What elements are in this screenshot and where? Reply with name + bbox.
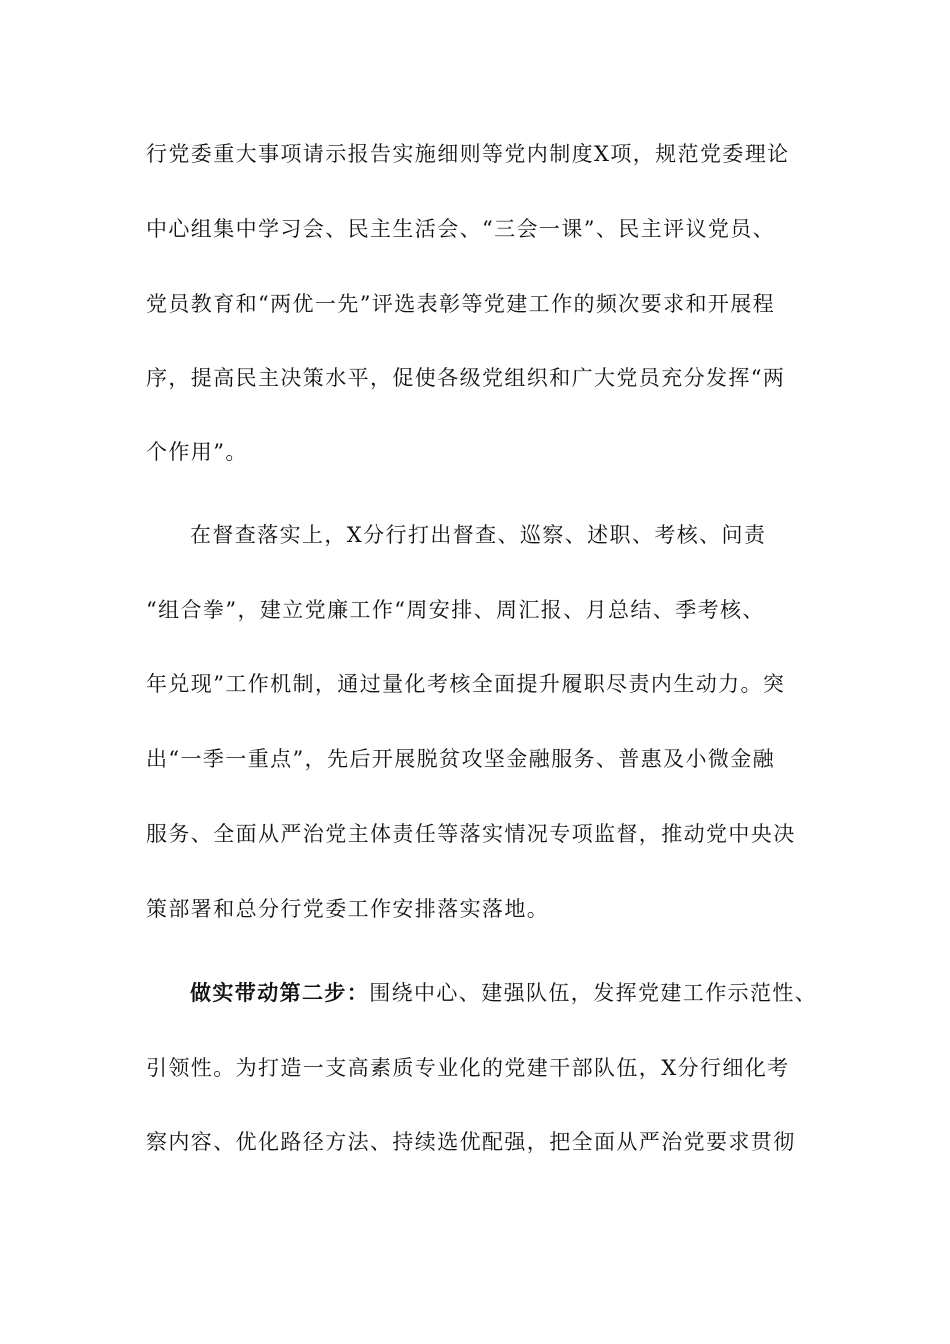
- text-line: 中心组集中学习会、民主生活会、“三会一课”、民主评议党员、: [146, 217, 776, 241]
- text-line: [190, 979, 850, 1007]
- text-line: 个作用”。: [146, 440, 248, 464]
- text-line: 引领性。为打造一支高素质专业化的党建干部队伍，X分行细化考: [146, 1056, 790, 1080]
- section-heading: 做实带动第二步：: [190, 980, 370, 1005]
- text-line: 年兑现”工作机制，通过量化考核全面提升履职尽责内生动力。突: [146, 672, 786, 696]
- text-line: 策部署和总分行党委工作安排落实落地。: [146, 897, 550, 921]
- text-line: “组合拳”，建立党廉工作“周安排、周汇报、月总结、季考核、: [146, 598, 765, 622]
- text-line: 行党委重大事项请示报告实施细则等党内制度X项，规范党委理论: [146, 142, 790, 166]
- text-line: 在督查落实上，X分行打出督查、巡察、述职、考核、问责: [190, 523, 767, 547]
- text-line: 服务、全面从严治党主体责任等落实情况专项监督，推动党中央决: [146, 822, 796, 846]
- text-line: 出“一季一重点”，先后开展脱贫攻坚金融服务、普惠及小微金融: [146, 747, 776, 771]
- text-line: 察内容、优化路径方法、持续选优配强，把全面从严治党要求贯彻: [146, 1130, 796, 1154]
- text-line: 党员教育和“两优一先”评选表彰等党建工作的频次要求和开展程: [146, 292, 776, 316]
- text-line: 序，提高民主决策水平，促使各级党组织和广大党员充分发挥“两: [146, 366, 786, 390]
- text-line-content: 围绕中心、建强队伍，发挥党建工作示范性、: [369, 981, 818, 1005]
